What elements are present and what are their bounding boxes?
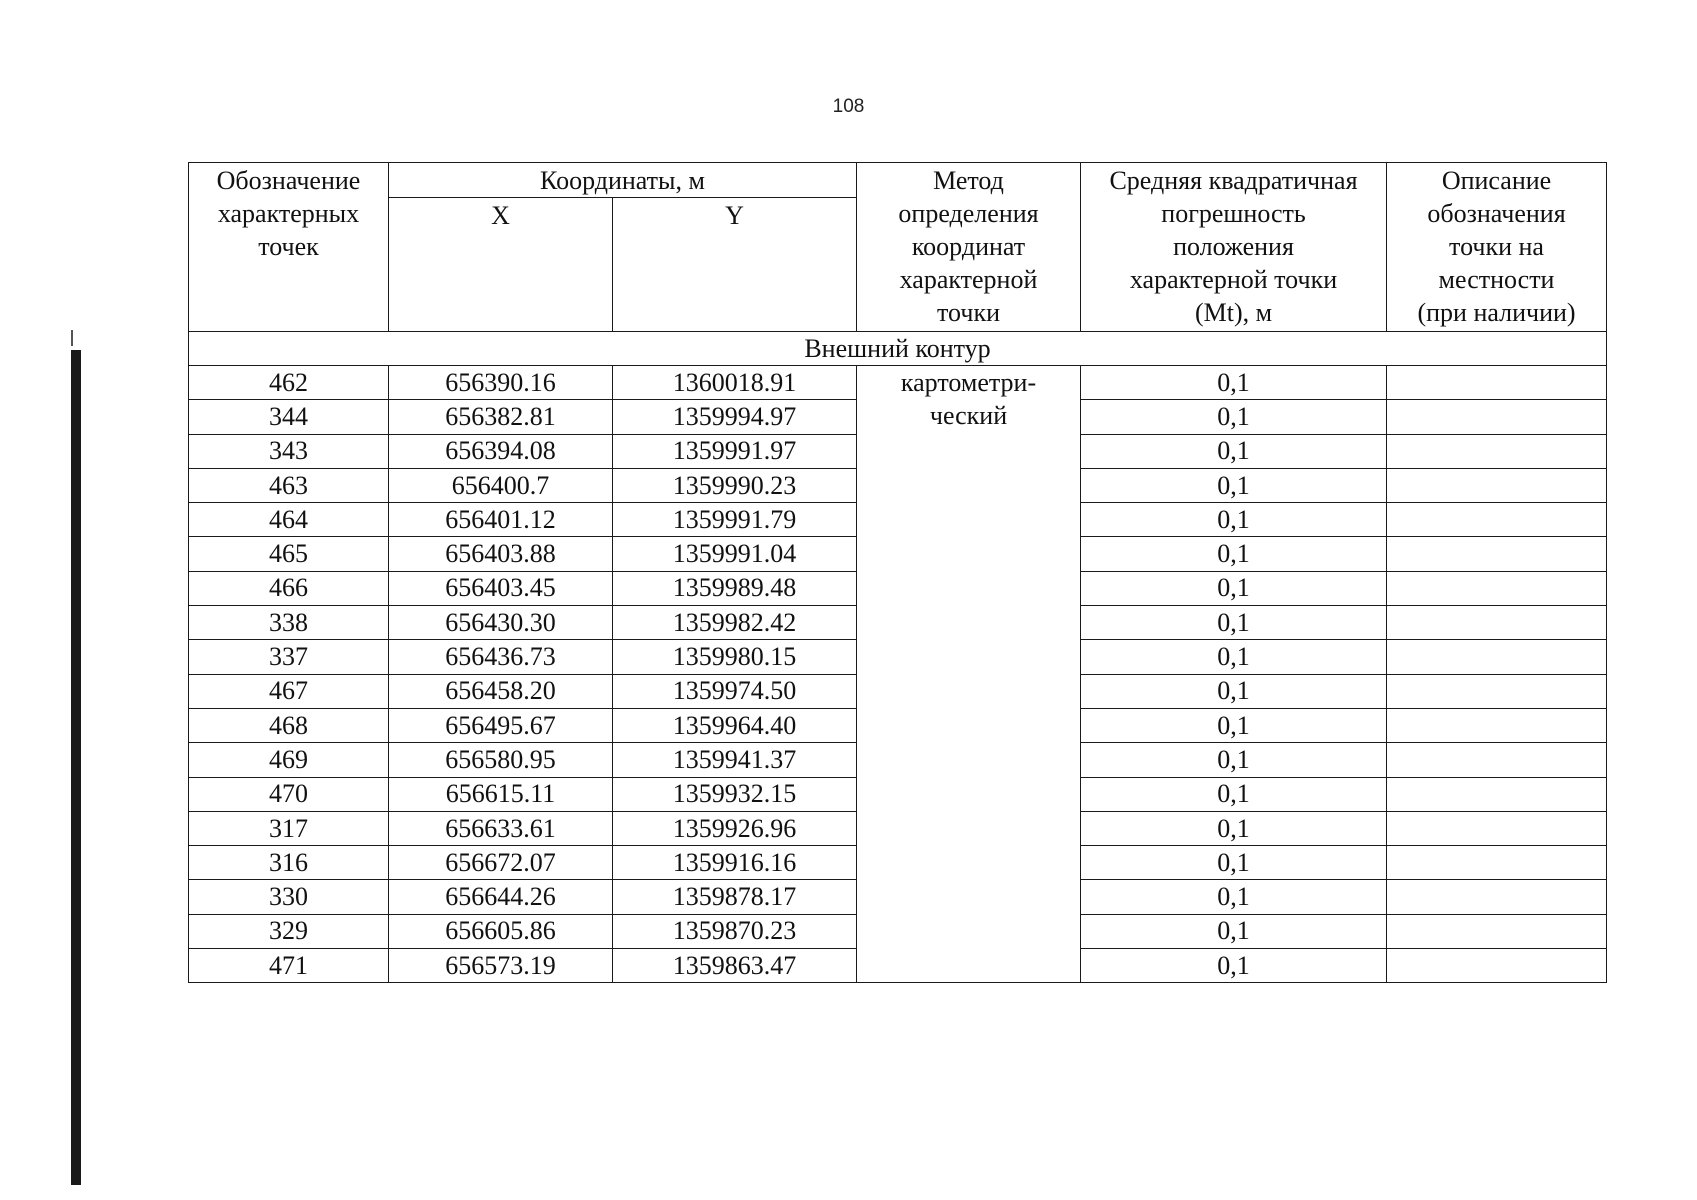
cell-point: 316: [189, 846, 389, 880]
cell-y: 1359870.23: [613, 914, 857, 948]
cell-error: 0,1: [1081, 366, 1387, 400]
cell-y: 1360018.91: [613, 366, 857, 400]
cell-y: 1359863.47: [613, 949, 857, 983]
header-x: X: [389, 198, 613, 332]
header-coordinates: Координаты, м: [389, 163, 857, 198]
cell-y: 1359991.04: [613, 537, 857, 571]
cell-method: картометри- ческий: [857, 366, 1081, 983]
cell-x: 656495.67: [389, 708, 613, 742]
cell-x: 656382.81: [389, 400, 613, 434]
cell-error: 0,1: [1081, 640, 1387, 674]
cell-point: 468: [189, 708, 389, 742]
cell-point: 330: [189, 880, 389, 914]
cell-error: 0,1: [1081, 811, 1387, 845]
cell-point: 471: [189, 949, 389, 983]
cell-error: 0,1: [1081, 537, 1387, 571]
header-point-designation: Обозначение характерных точек: [189, 163, 389, 332]
scan-artifact-bar: [71, 350, 81, 1185]
cell-x: 656644.26: [389, 880, 613, 914]
cell-y: 1359932.15: [613, 777, 857, 811]
cell-x: 656605.86: [389, 914, 613, 948]
cell-y: 1359990.23: [613, 468, 857, 502]
cell-description: [1387, 537, 1607, 571]
cell-point: 470: [189, 777, 389, 811]
header-method: Метод определения координат характерной точки: [857, 163, 1081, 332]
cell-point: 344: [189, 400, 389, 434]
page-number: 108: [832, 96, 865, 117]
cell-y: 1359964.40: [613, 708, 857, 742]
cell-error: 0,1: [1081, 880, 1387, 914]
coordinates-table: [188, 162, 1607, 983]
header-y: Y: [613, 198, 857, 332]
cell-x: 656672.07: [389, 846, 613, 880]
cell-error: 0,1: [1081, 914, 1387, 948]
cell-description: [1387, 571, 1607, 605]
cell-y: 1359941.37: [613, 743, 857, 777]
cell-error: 0,1: [1081, 434, 1387, 468]
cell-error: 0,1: [1081, 674, 1387, 708]
cell-x: 656400.7: [389, 468, 613, 502]
cell-error: 0,1: [1081, 468, 1387, 502]
cell-error: 0,1: [1081, 846, 1387, 880]
cell-x: 656403.88: [389, 537, 613, 571]
cell-error: 0,1: [1081, 777, 1387, 811]
cell-point: 317: [189, 811, 389, 845]
cell-description: [1387, 503, 1607, 537]
cell-description: [1387, 606, 1607, 640]
cell-description: [1387, 880, 1607, 914]
header-point-description: Описание обозначения точки на местности (при наличии): [1387, 163, 1607, 332]
cell-x: 656401.12: [389, 503, 613, 537]
cell-description: [1387, 777, 1607, 811]
cell-x: 656580.95: [389, 743, 613, 777]
scan-artifact-tick: [71, 330, 73, 346]
cell-description: [1387, 674, 1607, 708]
cell-point: 338: [189, 606, 389, 640]
cell-point: 343: [189, 434, 389, 468]
cell-x: 656390.16: [389, 366, 613, 400]
cell-point: 463: [189, 468, 389, 502]
section-title: Внешний контур: [189, 332, 1607, 366]
cell-x: 656394.08: [389, 434, 613, 468]
cell-point: 465: [189, 537, 389, 571]
cell-error: 0,1: [1081, 571, 1387, 605]
cell-x: 656458.20: [389, 674, 613, 708]
cell-description: [1387, 640, 1607, 674]
cell-y: 1359991.97: [613, 434, 857, 468]
cell-description: [1387, 949, 1607, 983]
cell-y: 1359982.42: [613, 606, 857, 640]
cell-error: 0,1: [1081, 606, 1387, 640]
table-row: [189, 366, 1607, 400]
cell-description: [1387, 846, 1607, 880]
cell-point: 466: [189, 571, 389, 605]
cell-x: 656403.45: [389, 571, 613, 605]
cell-x: 656436.73: [389, 640, 613, 674]
cell-y: 1359974.50: [613, 674, 857, 708]
cell-description: [1387, 914, 1607, 948]
cell-error: 0,1: [1081, 743, 1387, 777]
cell-y: 1359989.48: [613, 571, 857, 605]
cell-y: 1359926.96: [613, 811, 857, 845]
cell-error: 0,1: [1081, 949, 1387, 983]
cell-point: 462: [189, 366, 389, 400]
cell-x: 656633.61: [389, 811, 613, 845]
cell-description: [1387, 811, 1607, 845]
cell-description: [1387, 708, 1607, 742]
cell-y: 1359991.79: [613, 503, 857, 537]
cell-description: [1387, 743, 1607, 777]
cell-x: 656573.19: [389, 949, 613, 983]
header-mean-square-error: Средняя квадратичная погрешность положения характерной точки (Mt), м: [1081, 163, 1387, 332]
cell-y: 1359916.16: [613, 846, 857, 880]
cell-error: 0,1: [1081, 708, 1387, 742]
cell-point: 329: [189, 914, 389, 948]
cell-point: 337: [189, 640, 389, 674]
cell-description: [1387, 468, 1607, 502]
cell-y: 1359878.17: [613, 880, 857, 914]
cell-error: 0,1: [1081, 503, 1387, 537]
cell-x: 656615.11: [389, 777, 613, 811]
cell-description: [1387, 366, 1607, 400]
cell-description: [1387, 400, 1607, 434]
cell-x: 656430.30: [389, 606, 613, 640]
cell-description: [1387, 434, 1607, 468]
cell-point: 467: [189, 674, 389, 708]
cell-y: 1359980.15: [613, 640, 857, 674]
cell-point: 469: [189, 743, 389, 777]
cell-y: 1359994.97: [613, 400, 857, 434]
cell-error: 0,1: [1081, 400, 1387, 434]
cell-point: 464: [189, 503, 389, 537]
